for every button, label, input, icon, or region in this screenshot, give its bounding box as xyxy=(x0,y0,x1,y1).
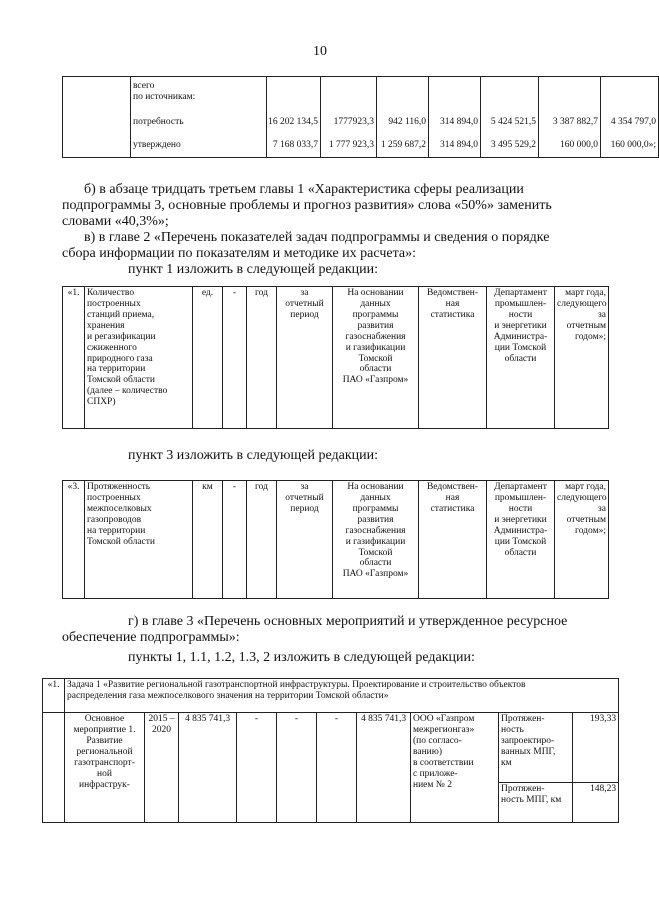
approved-value: 1 259 687,2 xyxy=(380,140,426,150)
row1-report xyxy=(277,287,333,429)
row3-dept-line: промышлен- xyxy=(494,492,547,503)
need-value: 5 424 521,5 xyxy=(490,117,536,127)
row1-dept-line: Администра- xyxy=(493,331,548,342)
row3-dept-line: и энергетики xyxy=(494,514,547,525)
row1-name-line: (далее – количество xyxy=(87,386,168,397)
row1-unit: ед. xyxy=(193,287,223,429)
row3-basis-line: данных xyxy=(360,492,391,503)
budget-empty-cell xyxy=(63,77,131,158)
row1-stat-line: ная xyxy=(445,298,460,309)
approved-value: 7 168 033,7 xyxy=(272,140,318,150)
row1-report-line: отчетный xyxy=(285,298,324,309)
para-b-line: словами «40,3%»; xyxy=(62,214,169,229)
activity-total: 4 835 741,3 xyxy=(179,713,237,823)
row3-basis-line: ПАО «Газпром» xyxy=(342,569,409,580)
indicator-2-line: ность МПГ, км xyxy=(501,794,562,805)
row3-deadline-line: годом»; xyxy=(575,525,606,536)
row1-name-line: построенных xyxy=(87,298,141,309)
indicator-1-line: ванных МПГ, xyxy=(501,746,556,757)
activity-executor-line: нием № 2 xyxy=(413,779,452,790)
need-value: 4 354 797,0 xyxy=(610,117,656,127)
activity-dash: - xyxy=(277,713,317,823)
row1-stat-line: статистика xyxy=(430,309,475,320)
row3-basis-line: На основании xyxy=(347,482,404,492)
activity-name-line: Развитие xyxy=(86,735,123,746)
row3-basis-line: области xyxy=(359,558,392,569)
budget-value-cell xyxy=(377,77,429,158)
row1-name-line: сжиженного xyxy=(87,342,137,353)
row1-dept-line: Департамент xyxy=(494,288,547,298)
budget-table xyxy=(62,76,659,158)
row3-basis-line: программы xyxy=(352,503,399,514)
indicator-2-value: 148,23 xyxy=(573,783,619,823)
row1-basis xyxy=(333,287,419,429)
budget-value-cell xyxy=(321,77,377,158)
row1-deadline-line: годом»; xyxy=(575,331,606,342)
row1-basis-line: газоснабжения xyxy=(345,331,406,342)
activity-years xyxy=(145,713,179,823)
point3-text: пункт 3 изложить в следующей редакции: xyxy=(128,448,378,463)
row1-dept-line: ности xyxy=(508,309,533,320)
activity-dash: - xyxy=(237,713,277,823)
budget-value-cell xyxy=(539,77,601,158)
activity-executor-line: ванию) xyxy=(413,746,443,757)
row1-dept-line: области xyxy=(504,353,537,364)
row3-basis-line: и газификации xyxy=(345,536,406,547)
para-v-line: в) в главе 2 «Перечень показателей задач подпрограммы и сведения о порядке xyxy=(84,230,550,245)
row3-basis-line: газоснабжения xyxy=(345,525,406,536)
row3-name-line: межпоселковых xyxy=(87,503,152,514)
approved-value: 314 894,0 xyxy=(440,140,478,150)
row1-dept-line: промышлен- xyxy=(494,298,547,309)
row1-stat-line: Ведомствен- xyxy=(426,288,479,298)
para-g-line: обеспечение подпрограммы»: xyxy=(62,630,240,645)
approved-value: 1 777 923,3 xyxy=(328,140,374,150)
row1-name xyxy=(85,287,193,429)
row3-stat xyxy=(419,481,487,599)
row1-deadline-line: март года, xyxy=(565,288,606,298)
activity-name-line: инфраструк- xyxy=(79,779,130,790)
row1-dash: - xyxy=(223,287,247,429)
indicator-row-3 xyxy=(62,480,609,599)
row3-name-line: на территории xyxy=(87,525,146,536)
row3-report xyxy=(277,481,333,599)
row3-dept-line: ности xyxy=(508,503,533,514)
need-value: 16 202 134,5 xyxy=(268,117,318,127)
row1-name-line: Количество xyxy=(87,288,135,298)
row3-name-line: построенных xyxy=(87,492,141,503)
para-b-line: б) в абзаце тридцать третьем главы 1 «Характеристика сферы реализации xyxy=(84,182,524,197)
row3-period: год xyxy=(247,481,277,599)
activity-executor-line: с приложе- xyxy=(413,768,458,779)
row1-name-line: станций приема, xyxy=(87,309,155,320)
para-v-line: сбора информации по показателям и методике их расчета»: xyxy=(62,246,416,261)
row3-name-line: Протяженность xyxy=(87,482,151,492)
activity-dash: - xyxy=(317,713,357,823)
row1-basis-line: развития xyxy=(357,320,394,331)
task-title-line: распределения газа межпоселкового значения на территории Томской области» xyxy=(67,690,389,701)
row3-unit: км xyxy=(193,481,223,599)
row1-name-line: Томской области xyxy=(87,375,155,386)
indicator-1-line: запроектиро- xyxy=(501,735,555,746)
budget-value-cell xyxy=(429,77,481,158)
activity-name-line: ной xyxy=(97,768,112,779)
row1-report-line: за xyxy=(300,288,309,298)
row3-basis-line: Томской xyxy=(358,547,393,558)
row3-basis-line: развития xyxy=(357,514,394,525)
indicator-1-line: ность xyxy=(501,724,524,735)
activity-executor-line: ООО «Газпром xyxy=(413,714,475,724)
row3-stat-line: Ведомствен- xyxy=(426,482,479,492)
page-number: 10 xyxy=(313,44,327,59)
row3-report-line: отчетный xyxy=(285,492,324,503)
row3-name-line: Томской области xyxy=(87,536,155,547)
row1-deadline xyxy=(555,287,609,429)
activity-name-line: мероприятие 1. xyxy=(73,724,136,735)
need-value: 314 894,0 xyxy=(440,117,478,127)
para-b-line: подпрограммы 3, основные проблемы и прогноз развития» слова «50%» заменить xyxy=(62,198,552,213)
row1-report-line: период xyxy=(290,309,319,320)
budget-label-cell xyxy=(131,77,267,158)
budget-value-cell xyxy=(267,77,321,158)
row1-period: год xyxy=(247,287,277,429)
activity-years-line: 2020 xyxy=(152,724,171,735)
row3-report-line: за xyxy=(300,482,309,492)
row1-dept xyxy=(487,287,555,429)
row1-name-line: хранения xyxy=(87,320,125,331)
row1-name-line: на территории xyxy=(87,364,146,375)
indicator-2-line: Протяжен- xyxy=(501,784,545,794)
indicator-1 xyxy=(499,713,573,783)
activity-name-line: газотранспорт- xyxy=(74,757,135,768)
row1-basis-line: области xyxy=(359,364,392,375)
approved-value: 160 000,0 xyxy=(560,140,598,150)
activity-executor xyxy=(411,713,499,823)
budget-value-cell xyxy=(601,77,659,158)
point1-text: пункт 1 изложить в следующей редакции: xyxy=(128,262,378,277)
row3-dept-line: Администра- xyxy=(493,525,548,536)
task-title-line: Задача 1 «Развитие региональной газотранспортной инфраструктуры. Проектирование и строительство объектов xyxy=(67,680,526,690)
activity-executor-line: в соответствии xyxy=(413,757,474,768)
para-g-line: г) в главе 3 «Перечень основных мероприятий и утвержденное ресурсное xyxy=(128,614,568,629)
budget-label-line: по источникам: xyxy=(133,92,196,102)
row3-deadline-line: следующего xyxy=(557,492,607,503)
task-num: «1. xyxy=(43,679,65,713)
row3-stat-line: ная xyxy=(445,492,460,503)
indicator-1-value: 193,33 xyxy=(573,713,619,783)
activity-executor-line: межрегионгаз» xyxy=(413,724,475,735)
row1-deadline-line: следующего xyxy=(557,298,607,309)
task-title xyxy=(65,679,619,713)
row3-dept-line: области xyxy=(504,547,537,558)
activity-name-line: региональной xyxy=(76,746,133,757)
activity-empty-cell xyxy=(43,713,65,823)
need-label: потребность xyxy=(133,117,184,127)
row1-dept-line: и энергетики xyxy=(494,320,547,331)
approved-value: 3 495 529,2 xyxy=(490,140,536,150)
row1-num: «1. xyxy=(63,287,85,429)
row1-name-line: природного газа xyxy=(87,353,153,364)
row3-report-line: период xyxy=(290,503,319,514)
row3-stat-line: статистика xyxy=(430,503,475,514)
row3-dept-line: ции Томской xyxy=(494,536,547,547)
indicator-2 xyxy=(499,783,573,823)
row1-basis-line: программы xyxy=(352,309,399,320)
row3-basis xyxy=(333,481,419,599)
row3-num: «3. xyxy=(63,481,85,599)
indicator-row-1 xyxy=(62,286,609,429)
points-text: пункты 1, 1.1, 1.2, 1.3, 2 изложить в следующей редакции: xyxy=(128,650,475,665)
indicator-1-line: км xyxy=(501,757,512,768)
row3-deadline-line: за отчетным xyxy=(566,503,606,525)
activity-name-line: Основное xyxy=(84,714,125,724)
row1-basis-line: На основании xyxy=(347,288,404,298)
row3-name xyxy=(85,481,193,599)
row3-dash: - xyxy=(223,481,247,599)
row1-basis-line: и газификации xyxy=(345,342,406,353)
row1-basis-line: данных xyxy=(360,298,391,309)
row1-name-line: СПХР) xyxy=(87,397,116,408)
row3-deadline xyxy=(555,481,609,599)
budget-label-line: всего xyxy=(133,81,155,91)
approved-label: утверждено xyxy=(133,140,181,150)
row3-deadline-line: март года, xyxy=(565,482,606,492)
activity-name xyxy=(65,713,145,823)
need-value: 3 387 882,7 xyxy=(552,117,598,127)
row1-name-line: и регазификации xyxy=(87,331,156,342)
budget-value-cell xyxy=(481,77,539,158)
indicator-1-line: Протяжен- xyxy=(501,714,545,724)
activity-executor-line: (по согласо- xyxy=(413,735,462,746)
need-value: 1777923,3 xyxy=(333,117,374,127)
row1-deadline-line: за отчетным xyxy=(566,309,606,331)
row1-dept-line: ции Томской xyxy=(494,342,547,353)
row3-name-line: газопроводов xyxy=(87,514,142,525)
activity-budget: 4 835 741,3 xyxy=(357,713,411,823)
row3-dept xyxy=(487,481,555,599)
row1-stat xyxy=(419,287,487,429)
row1-basis-line: ПАО «Газпром» xyxy=(342,375,409,386)
need-value: 942 116,0 xyxy=(388,117,426,127)
row3-dept-line: Департамент xyxy=(494,482,547,492)
activity-years-line: 2015 – xyxy=(148,714,175,724)
row1-basis-line: Томской xyxy=(358,353,393,364)
activities-table xyxy=(42,678,619,823)
approved-value: 160 000,0»; xyxy=(610,140,656,150)
